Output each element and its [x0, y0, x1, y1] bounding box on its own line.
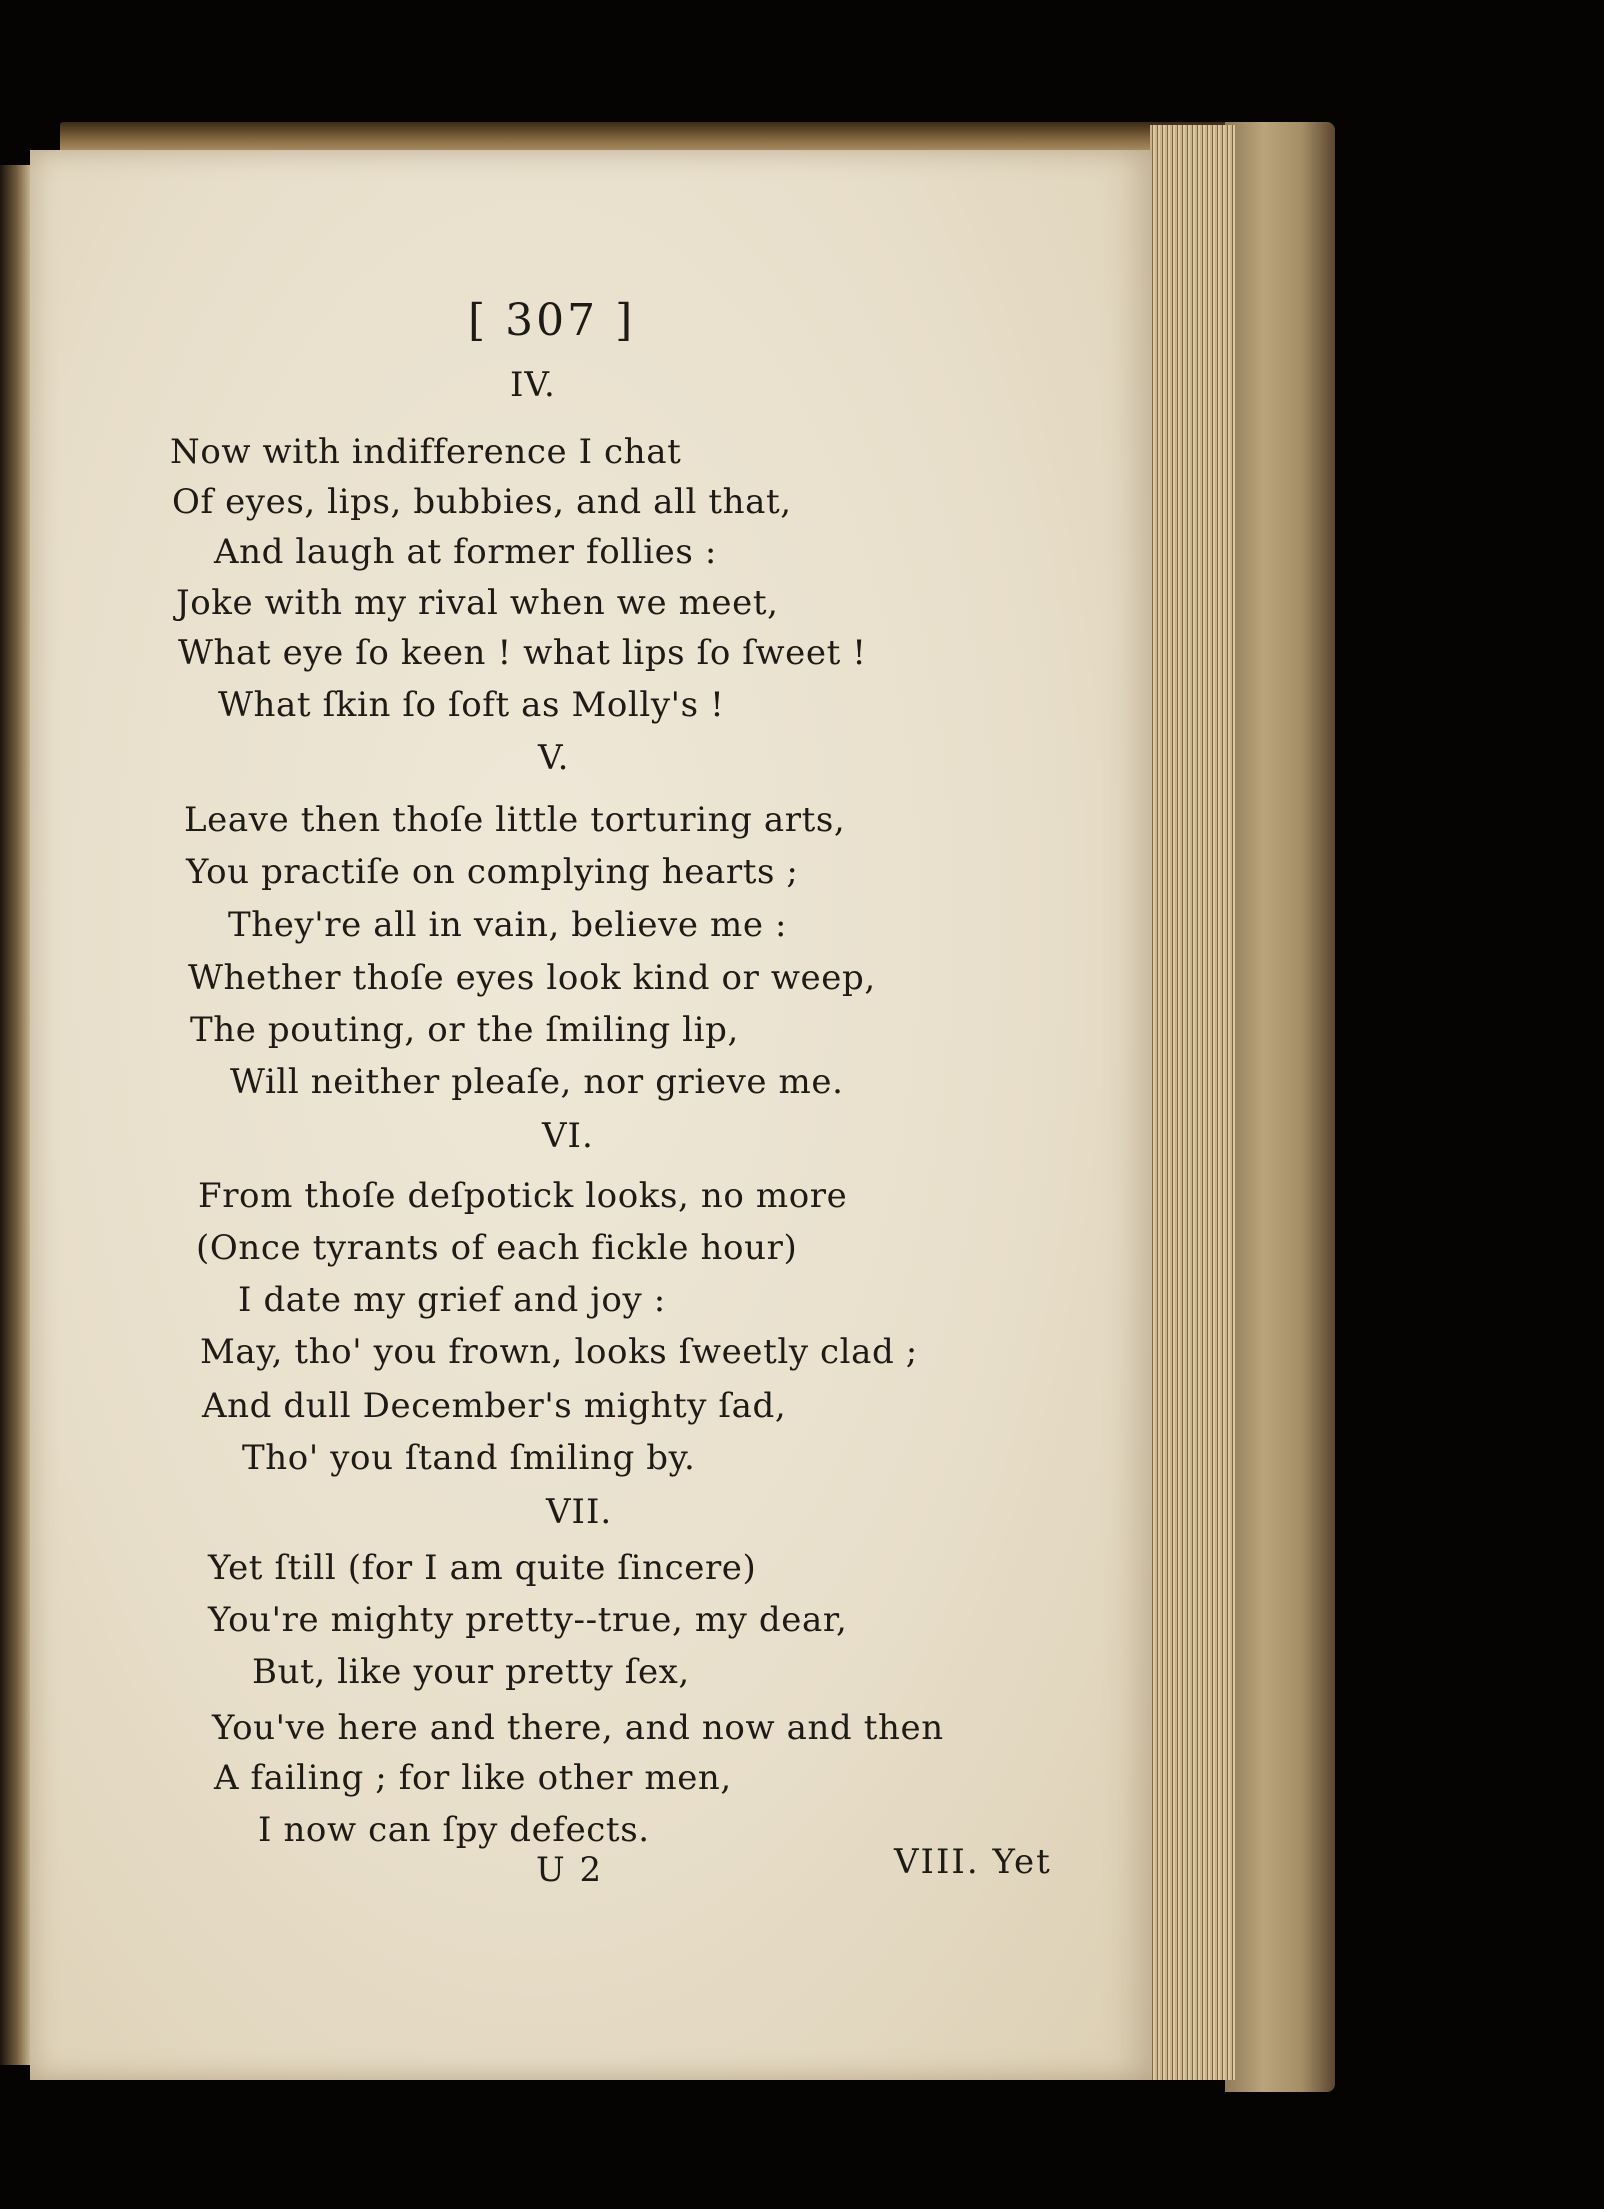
verse-line: What eye ſo keen ! what lips ſo ſweet !: [178, 633, 867, 673]
verse-line: The pouting, or the ſmiling lip,: [190, 1010, 739, 1050]
verse-line: Leave then thoſe little torturing arts,: [184, 800, 846, 840]
verse-line: But, like your pretty ſex,: [252, 1652, 690, 1692]
verse-line: You've here and there, and now and then: [212, 1708, 944, 1748]
verse-line: They're all in vain, believe me :: [228, 905, 788, 945]
stanza-numeral-vii: VII.: [546, 1492, 613, 1532]
verse-line: Will neither pleaſe, nor grieve me.: [230, 1062, 844, 1102]
verse-line: (Once tyrants of each fickle hour): [196, 1228, 798, 1268]
book-page: [30, 150, 1152, 2080]
verse-line: Now with indifference I chat: [170, 432, 682, 472]
verse-line: I now can ſpy defects.: [258, 1810, 650, 1850]
verse-line: From thoſe deſpotick looks, no more: [198, 1176, 848, 1216]
stanza-numeral-v: V.: [538, 738, 570, 778]
verse-line: And laugh at former follies :: [214, 532, 717, 572]
page-block-edges: [1150, 125, 1235, 2080]
verse-line: You practiſe on complying hearts ;: [186, 852, 799, 892]
verse-line: Joke with my rival when we meet,: [176, 583, 779, 623]
verse-line: Yet ſtill (for I am quite ſincere): [208, 1548, 757, 1588]
signature-mark: U 2: [536, 1850, 604, 1890]
book-cover-edge: [1225, 122, 1335, 2092]
page-number: [ 307 ]: [468, 295, 636, 346]
verse-line: What ſkin ſo ſoft as Molly's !: [218, 685, 725, 725]
verse-line: And dull December's mighty ſad,: [202, 1386, 787, 1426]
stanza-numeral-iv: IV.: [510, 365, 556, 405]
verse-line: May, tho' you frown, looks ſweetly clad ;: [200, 1332, 918, 1372]
verse-line: I date my grief and joy :: [238, 1280, 666, 1320]
verse-line: You're mighty pretty--true, my dear,: [208, 1600, 848, 1640]
verse-line: A failing ; for like other men,: [214, 1758, 732, 1798]
catchword: VIII. Yet: [894, 1842, 1052, 1882]
stanza-numeral-vi: VI.: [542, 1116, 594, 1156]
verse-line: Of eyes, lips, bubbies, and all that,: [172, 482, 792, 522]
verse-line: Tho' you ſtand ſmiling by.: [242, 1438, 696, 1478]
verse-line: Whether thoſe eyes look kind or weep,: [188, 958, 876, 998]
